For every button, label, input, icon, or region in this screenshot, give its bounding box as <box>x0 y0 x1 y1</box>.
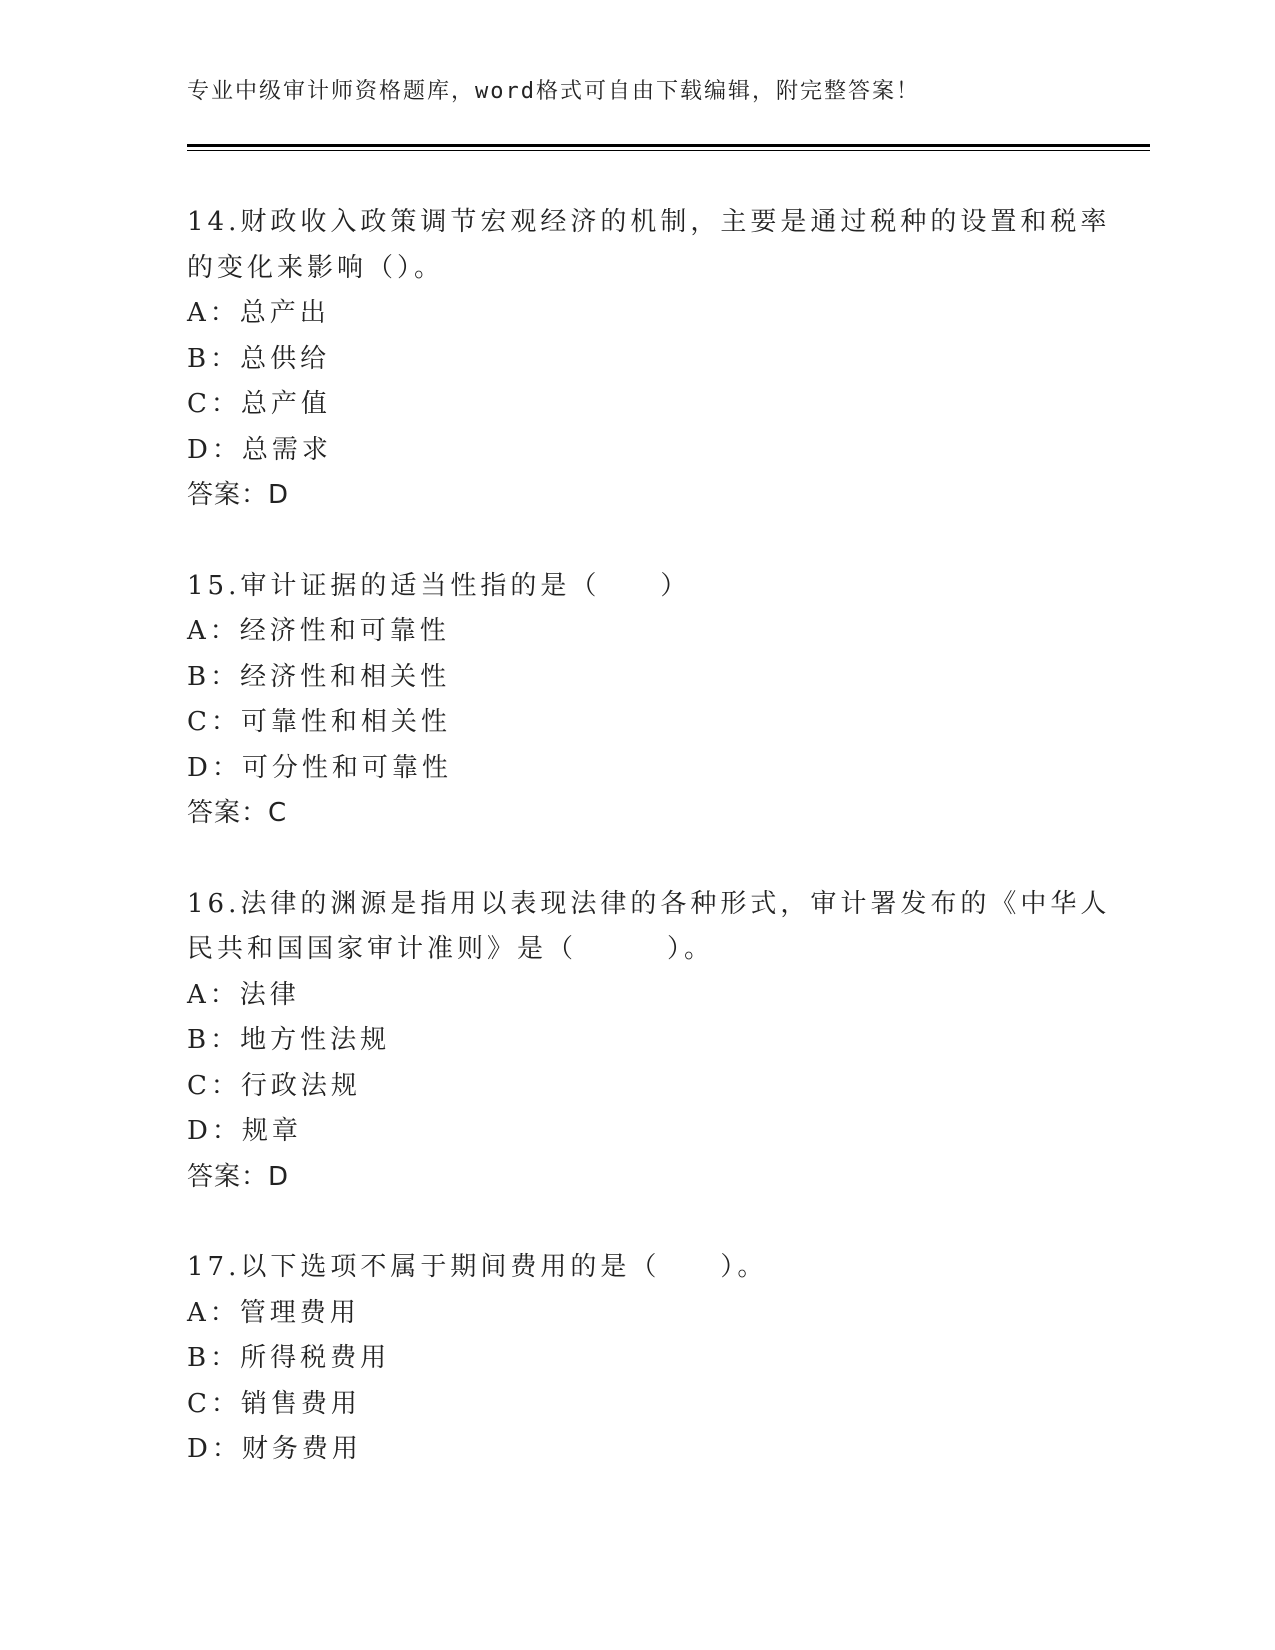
answer-line: 答案：C <box>187 798 288 828</box>
page-header: 专业中级审计师资格题库，word格式可自由下载编辑，附完整答案！ <box>187 79 920 104</box>
option-d: D：总需求 <box>187 434 332 465</box>
option-a: A：总产出 <box>187 298 330 328</box>
option-d: D：可分性和可靠性 <box>187 752 452 783</box>
option-c: C：行政法规 <box>187 1070 361 1101</box>
question-stem <box>187 882 1111 973</box>
option-c: C：总产值 <box>187 389 331 419</box>
question-16 <box>187 882 1111 1201</box>
question-14 <box>187 200 1111 519</box>
option-a: A：管理费用 <box>187 1297 360 1328</box>
option-b: B：地方性法规 <box>187 1025 391 1055</box>
option-d: D：财务费用 <box>187 1434 362 1464</box>
answer-line: 答案：D <box>187 480 290 510</box>
header-rule-thin <box>187 150 1150 151</box>
question-stem-line: 17.以下选项不属于期间费用的是（ ）。 <box>187 1252 768 1282</box>
question-15 <box>187 564 1087 837</box>
option-c: C：可靠性和相关性 <box>187 707 451 737</box>
question-list <box>187 200 1111 1518</box>
option-d: D：规章 <box>187 1116 302 1146</box>
question-stem-line: 的变化来影响（）。 <box>187 252 445 283</box>
option-b: B：经济性和相关性 <box>187 661 451 692</box>
option-b: B：所得税费用 <box>187 1343 391 1373</box>
question-stem-line: 14.财政收入政策调节宏观经济的机制，主要是通过税种的设置和税率 <box>187 207 1111 237</box>
question-17 <box>187 1245 1087 1473</box>
question-stem <box>187 1245 1087 1291</box>
question-stem-line: 民共和国国家审计准则》是（ ）。 <box>187 934 715 964</box>
option-a: A：经济性和可靠性 <box>187 616 450 646</box>
question-stem-line: 15.审计证据的适当性指的是（ ） <box>187 570 691 601</box>
answer-line: 答案：D <box>187 1161 290 1192</box>
option-c: C：销售费用 <box>187 1388 361 1419</box>
question-stem-line: 16.法律的渊源是指用以表现法律的各种形式，审计署发布的《中华人 <box>187 888 1111 919</box>
question-stem <box>187 564 1087 610</box>
question-stem <box>187 200 1111 291</box>
option-b: B：总供给 <box>187 343 331 374</box>
header-rule-thick <box>187 144 1150 147</box>
option-a: A：法律 <box>187 979 300 1010</box>
